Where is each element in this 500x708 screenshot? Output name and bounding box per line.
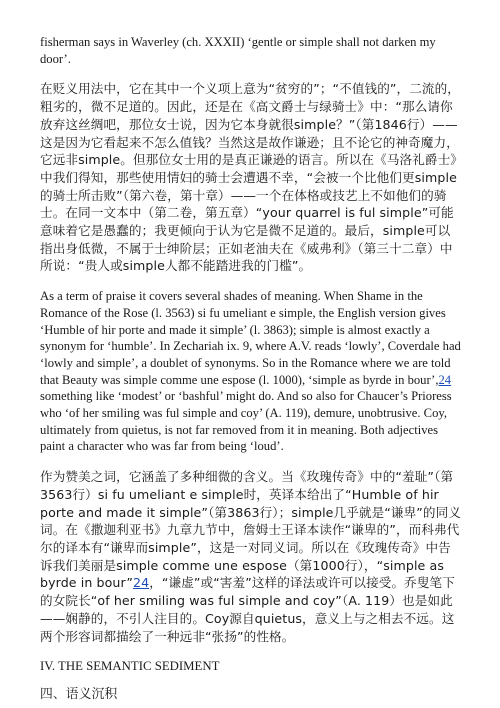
section-heading-zh: 四、语义沉积 [40,687,118,703]
paragraph-zh-2 [40,468,462,645]
footnote-link-24[interactable]: 24 [438,372,452,387]
paragraph-en-2 [40,288,462,455]
paragraph-zh-2-text-b: ，“谦虚”或“害羞”这样的译法或许可以接受。乔叟笔下的女院长“of her smiling was ful simple and coy”（A. 119）也是如此——娴静的，不引人注目的。Coy源自quietus，意义上与之相去不远。这两个形容词都描绘了一种远非“张扬”的性格。 [40,575,455,644]
footnote-link-24-zh[interactable]: 24 [132,575,150,591]
paragraph-zh-1: 在贬义用法中，它在其中一个义项上意为“贫穷的”；“不值钱的”，二流的，粗劣的，微不足道的。因此，还是在《高文爵士与绿骑士》中：“那么请你放弃这丝绸吧，那位女士说，因为它本身就很simple？”（第1846行）——这是因为它看起来不怎么值钱？当然这是故作谦逊；且不论它的神奇魔力，它远非simple。但那位女士用的是真正谦逊的语言。所以在《马洛礼爵士》中我们得知，那些使用情妇的骑士会遭遇不幸，“会被一个比他们更simple的骑士所击败”（第六卷，第十章）——一个在体格或技艺上不如他们的骑士。在同一文本中（第二卷，第五章）“your quarrel is ful simple”可能意味着它是愚蠢的；我更倾向于认为它是微不足道的。最后，simple可以指出身低微，不属于士绅阶层；正如老油夫在《威弗利》（第三十二章）中所说：“贵人或simple人都不能踏进我的门槛”。 [40,81,461,274]
section-heading-en: IV. THE SEMANTIC SEDIMENT [40,659,220,674]
paragraph-en-2-text-b: something like ‘modest’ or ‘bashful’ might do. And so also for Chaucer’s Prioress who ‘of her smiling was ful simple and coy’ (A. 119), demure, unobtrusive. Coy, ultimately from quietus, is not far removed from it in meaning. Both adjectives paint a character who was far from being ‘loud’. [40,389,452,454]
paragraph-en-2-text-a: As a term of praise it covers several shades of meaning. When Shame in the Romance of the Rose (l. 3563) si fu umeliant e simple, the English version gives ‘Humble of hir porte and made it simple’ (l. 3863); simple is almost exactly a synonym for ‘humble’. In Zechariah ix. 9, where A.V. reads ‘lowly’, Coverdale had ‘lowly and simple’, a doublet of synonyms. So in the Romance where we are told that Beauty was simple comme une espose (l. 1000), ‘simple as byrde in bour’, [40,289,461,387]
paragraph-en-1: fisherman says in Waverley (ch. XXXII) ‘gentle or simple shall not darken my door’. [40,35,436,66]
paragraph-zh-2-text-a: 作为赞美之词，它涵盖了多种细微的含义。当《玫瑰传奇》中的“羞耻”（第3563行）si fu umeliant e simple时，英译本给出了“Humble of hir porte and made it simple”（第3863行）；simple几乎就是“谦卑”的同义词。在《撒迦利亚书》九章九节中，詹姆士王译本读作“谦卑的”，而科弗代尔的译本有“谦卑而simple”，这是一对同义词。所以在《玫瑰传奇》中告诉我们美丽是simple comme une espose（第1000行），“simple as byrde in bour” [40,469,462,591]
